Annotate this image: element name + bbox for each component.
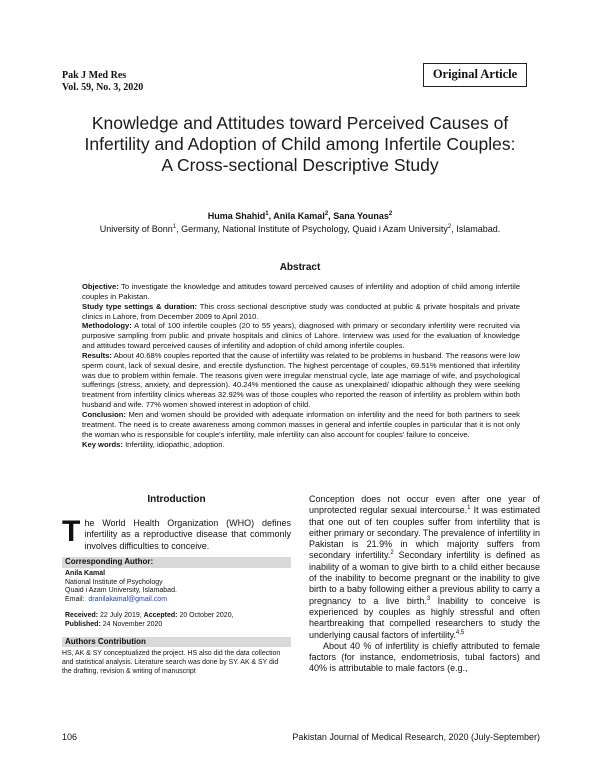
introduction-heading: Introduction (147, 494, 206, 505)
corresponding-univ: Quaid i Azam University, Islamabad. (65, 587, 177, 595)
abstract-heading: Abstract (279, 262, 321, 273)
abstract-objective: Objective: To investigate the knowledge and attitudes toward perceived causes of infertility and adoption of child among infertile couples in Pakistan. (82, 282, 520, 301)
abstract-design: Study type settings & duration: This cross sectional descriptive study was conducted at public & private hospitals and private clinics in Lahore, from December 2009 to April 2010. (82, 301, 520, 321)
abstract-conclusion: Conclusion: Men and women should be provided with adequate information on infertility and the need for both partners to seek treatment. The need is to create awareness among common masses in general and infertile couples in particular that it is not only the woman who is responsible for couple's infertility, male infertility can also account for couples' failure to conceive. (82, 409, 520, 439)
abstract-methodology: Methodology: A total of 100 infertile couples (20 to 55 years), diagnosed with primary or secondary infertility were recruited via purposive sampling from public and private hospitals and clinics of Lahore. Interview was used for the evaluation of knowledge and attitudes toward perceived causes of infertility and adoption of child among infertile couples. (82, 321, 520, 351)
journal-issue: Vol. 59, No. 3, 2020 (62, 82, 144, 93)
journal-name: Pak J Med Res (62, 70, 127, 81)
drop-cap: T (62, 515, 81, 548)
introduction-lead: The World Health Organization (WHO) defines infertility as a reproductive disease that commonly involves difficulties to conceive. (62, 515, 291, 551)
corresponding-name: Anila Kamal (65, 569, 106, 577)
author-sup: 2 (324, 211, 329, 217)
journal-header (62, 70, 143, 94)
right-column-text (309, 494, 540, 675)
correspondence-box: Corresponding Author: Anila Kamal National Institute of Psychology Quaid i Azam University, Islamabad. Email: dranilakamal@gmail.com Received: 22 July 2019, Accepted: 20 October 2020, Published: 24 November 2020 Authors Contribution HS, AK & SY conceptualized the project. HS also did the data collection and statistical analysis. Literature search was done by SY. AK & SY did the drafting, revision & writing of manuscript (62, 557, 291, 676)
author-sup: 2 (388, 211, 393, 217)
dates: Received: 22 July 2019, Accepted: 20 October 2020, Published: 24 November 2020 (65, 611, 234, 628)
corresponding-author-heading: Corresponding Author: (62, 557, 291, 568)
email-link[interactable]: dranilakamal@gmail.com (88, 596, 168, 604)
footer-journal: Pakistan Journal of Medical Research, 2020 (July-September) (292, 732, 540, 742)
affiliation: University of Bonn$^1$, Germany, National Institute of Psychology, Quaid i Azam University$^2$, Islamabad. (99, 224, 501, 234)
authors-contribution-heading: Authors Contribution (62, 637, 291, 648)
page-number: 106 (62, 732, 78, 742)
abstract-keywords: Key words: Infertility, idiopathic, adoption. (82, 439, 225, 449)
paragraph: About 40 % of infertility is chiefly attributed to female factors (for instance, endometriosis, tubal factors) and 40% is attributable to male factors (e.g., (309, 640, 540, 674)
paragraph: Conception does not occur even after one year of unprotected regular sexual intercourse.$^1$ It was estimated that one out of ten couples suffer from infertility that is either primary or secondary. The prevalence of infertility in Pakistan is 21.9% in which majority suffers from secondary infertility.$^2$ Secondary infertility is defined as inability of a woman to give birth to a child either because of the inability to become pregnant or the inability to give birth to a baby following either a previous ability to carry a pregnancy to a live birth.$^3$ Inability to conceive is experienced by couples as highly stressful and often heartbreaking that compelled researchers to study the underlying causal factors of infertility.$^{4,5}$ (309, 494, 541, 640)
article-title: Knowledge and Attitudes toward Perceived Causes of Infertility and Adoption of Child among Infertile Couples: A Cross-sectional Descriptive Study (84, 113, 516, 175)
author-list: Huma Shahid$^1$, Anila Kamal$^2$, Sana Younas$^2$ (207, 211, 393, 221)
author-name: Sana Younas (333, 211, 389, 221)
author-name: Anila Kamal (273, 211, 325, 221)
corresponding-dept: National Institute of Psychology (65, 578, 163, 586)
article-type-badge: Original Article (423, 63, 527, 87)
author-name: Huma Shahid (207, 211, 266, 221)
authors-contribution-text: HS, AK & SY conceptualized the project. HS also did the data collection and statistical analysis. Literature search was done by SY. AK & SY did the drafting, revision & writing of manuscript (62, 650, 281, 675)
abstract-results: Results: About 40.68% couples reported that the cause of infertility was related to be problems in husband. The reasons were low sperm count, lack of sexual desire, and erectile dysfunction. The highest percentage of couples, 69.51% mentioned that infertility was due to problem within female. The reasons given were irregular menstrual cycle, late age marriage of wife, and psychological sufferings (stress, anxiety, and depression). 40.24% mentioned the cause as unexplained/ idiopathic although they were seeking treatment from infertility clinics whereas 32.92% was of those couples who reported the reason of infertility as problem within both husband and wife. 77% women showed interest in adoption of child. (82, 350, 520, 410)
author-sup: 1 (265, 211, 269, 217)
abstract-body (82, 282, 520, 449)
